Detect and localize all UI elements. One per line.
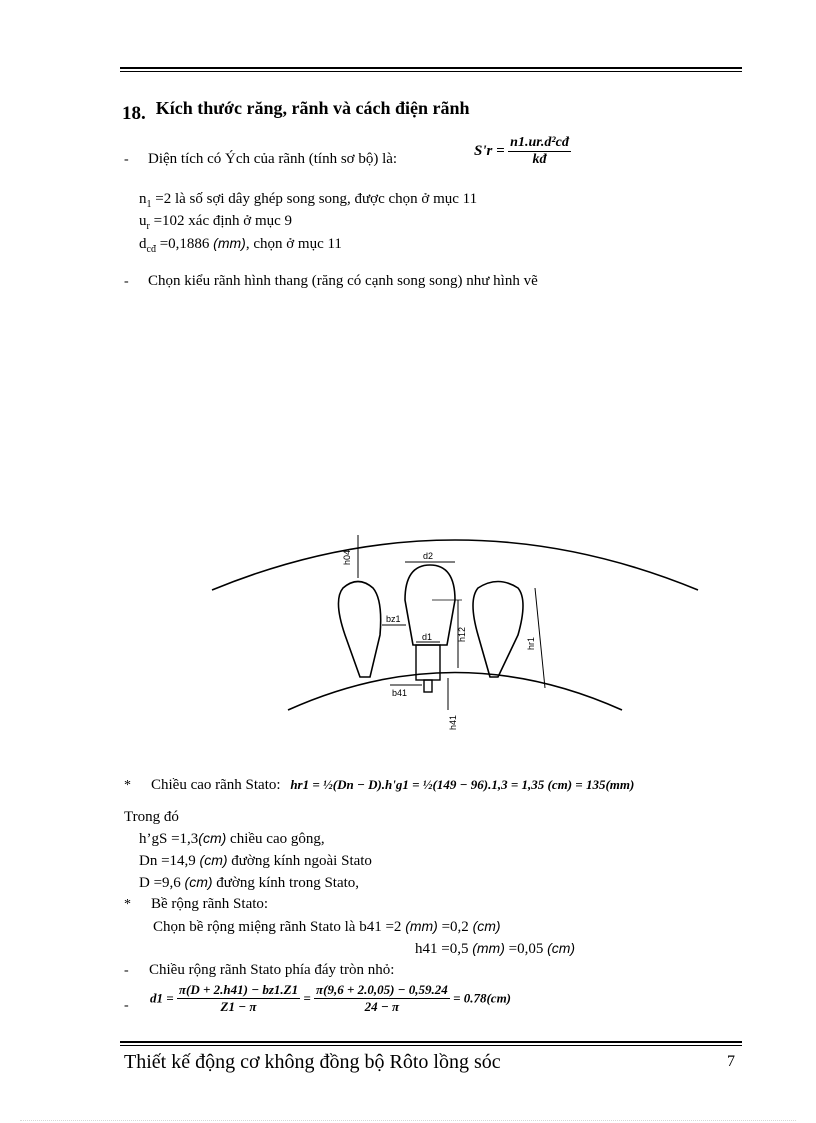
header-rule-thin bbox=[120, 71, 742, 72]
param-symbol: d bbox=[139, 236, 147, 252]
def-desc: chiều cao gông, bbox=[226, 831, 325, 847]
stator-slot-diagram bbox=[200, 520, 710, 755]
def-d bbox=[139, 873, 359, 892]
d1-fraction-1 bbox=[177, 982, 300, 1015]
param-text: =2 là số sợi dây ghép song song, được chọn ở mục 11 bbox=[151, 191, 478, 207]
mouth-unit: (mm) bbox=[472, 940, 505, 956]
area-formula-lhs: S'r = bbox=[474, 143, 505, 159]
def-text: Dn =14,9 bbox=[139, 853, 200, 869]
bottom-dotted-rule bbox=[20, 1120, 796, 1121]
d1-lhs: d1 = bbox=[150, 990, 174, 1006]
area-fraction bbox=[508, 135, 571, 168]
section-heading bbox=[122, 98, 470, 124]
label-b41: b41 bbox=[392, 688, 408, 698]
inner-arc bbox=[288, 673, 622, 711]
area-formula bbox=[474, 135, 571, 168]
bullet-dash: - bbox=[124, 963, 129, 978]
page-number: 7 bbox=[727, 1053, 735, 1070]
d1-numerator-1: π(D + 2.h41) − bz1.Z1 bbox=[178, 982, 299, 997]
param-sub: cđ bbox=[146, 244, 156, 255]
param-symbol: u bbox=[139, 213, 147, 229]
slot-width-heading: Bề rộng rãnh Stato: bbox=[151, 896, 269, 912]
mouth-text: h41 =0,5 bbox=[415, 941, 473, 957]
mouth-text: =0,05 bbox=[504, 941, 548, 957]
param-sub: 1 bbox=[146, 199, 152, 210]
label-d1: d1 bbox=[422, 632, 433, 642]
label-h41: h41 bbox=[448, 714, 458, 730]
slot-left bbox=[338, 582, 380, 678]
slot-height-label: Chiều cao rãnh Stato: bbox=[151, 777, 281, 793]
param-dcd bbox=[139, 234, 342, 259]
def-unit: (cm) bbox=[199, 852, 228, 868]
d1-formula bbox=[150, 982, 511, 1015]
mouth-text: =0,2 bbox=[437, 919, 473, 935]
mouth-line-1 bbox=[153, 917, 501, 936]
param-tail: , chọn ở mục 11 bbox=[245, 236, 342, 252]
def-text: D =9,6 bbox=[139, 875, 185, 891]
area-line bbox=[148, 150, 397, 168]
slot-right bbox=[473, 582, 523, 678]
footer-title: Thiết kế động cơ không đồng bộ Rôto lồng sóc bbox=[124, 1051, 501, 1073]
slot-height-formula: hr1 = ½(Dn − D).h'g1 = ½(149 − 96).1,3 = 1,35 (cm) = 135(mm) bbox=[290, 777, 635, 792]
param-n1 bbox=[139, 190, 477, 214]
mouth-text: Chọn bề rộng miệng rãnh Stato là b41 =2 bbox=[153, 919, 406, 935]
bullet-dash: - bbox=[124, 998, 129, 1013]
d1-fraction-2 bbox=[314, 982, 450, 1015]
label-bz1: bz1 bbox=[386, 614, 401, 624]
bottom-width-text: Chiều rộng rãnh Stato phía đáy tròn nhỏ: bbox=[149, 962, 395, 978]
param-sub: r bbox=[146, 221, 150, 232]
section-number: 18. bbox=[122, 103, 146, 124]
param-symbol: n bbox=[139, 191, 147, 207]
bullet-dash: - bbox=[124, 274, 129, 289]
area-numerator: n1.ur.d²cđ bbox=[510, 135, 569, 150]
where-label: Trong đó bbox=[124, 809, 179, 825]
footer-rule-thick bbox=[120, 1041, 742, 1043]
area-label: Diện tích có Ých của rãnh (tính sơ bộ) là: bbox=[148, 151, 398, 167]
bullet-dash: - bbox=[124, 152, 129, 167]
def-desc: đường kính trong Stato, bbox=[212, 875, 360, 891]
dim-hr1 bbox=[535, 588, 545, 688]
d1-result: = 0.78(cm) bbox=[453, 990, 512, 1006]
slot-height-line bbox=[151, 776, 634, 794]
def-hg bbox=[139, 829, 325, 848]
d1-denominator-2: 24 − π bbox=[364, 999, 400, 1014]
footer-rule-thin bbox=[120, 1045, 742, 1046]
param-text: =102 xác định ở mục 9 bbox=[149, 213, 293, 229]
mouth-line-2 bbox=[415, 939, 575, 958]
def-dn bbox=[139, 851, 372, 870]
header-rule-thick bbox=[120, 67, 742, 69]
label-d2: d2 bbox=[423, 551, 434, 561]
def-unit: (cm) bbox=[198, 830, 227, 846]
area-denominator: kđ bbox=[532, 152, 547, 167]
def-desc: đường kính ngoài Stato bbox=[227, 853, 372, 869]
d1-equals: = bbox=[303, 990, 311, 1006]
param-unit: (mm) bbox=[213, 235, 246, 251]
label-h12: h12 bbox=[457, 626, 467, 642]
def-text: h’gS =1,3 bbox=[139, 831, 199, 847]
d1-denominator-1: Z1 − π bbox=[220, 999, 257, 1014]
param-ur bbox=[139, 212, 292, 236]
mouth-unit: (cm) bbox=[472, 918, 501, 934]
slot-center-mouth bbox=[424, 680, 432, 692]
section-title: Kích thước răng, rãnh và cách điện rãnh bbox=[155, 98, 470, 118]
label-hr1: hr1 bbox=[526, 636, 536, 650]
mouth-unit: (mm) bbox=[405, 918, 438, 934]
param-text: =0,1886 bbox=[155, 236, 214, 252]
bullet-star: * bbox=[124, 897, 131, 912]
bullet-star: * bbox=[124, 778, 131, 793]
label-h04: h04 bbox=[342, 549, 352, 565]
mouth-unit: (cm) bbox=[547, 940, 576, 956]
d1-numerator-2: π(9,6 + 2.0,05) − 0,59.24 bbox=[316, 982, 448, 997]
outer-arc bbox=[212, 540, 698, 590]
def-unit: (cm) bbox=[184, 874, 213, 890]
choose-slot-text: Chọn kiểu rãnh hình thang (răng có cạnh song song) như hình vẽ bbox=[148, 273, 538, 289]
